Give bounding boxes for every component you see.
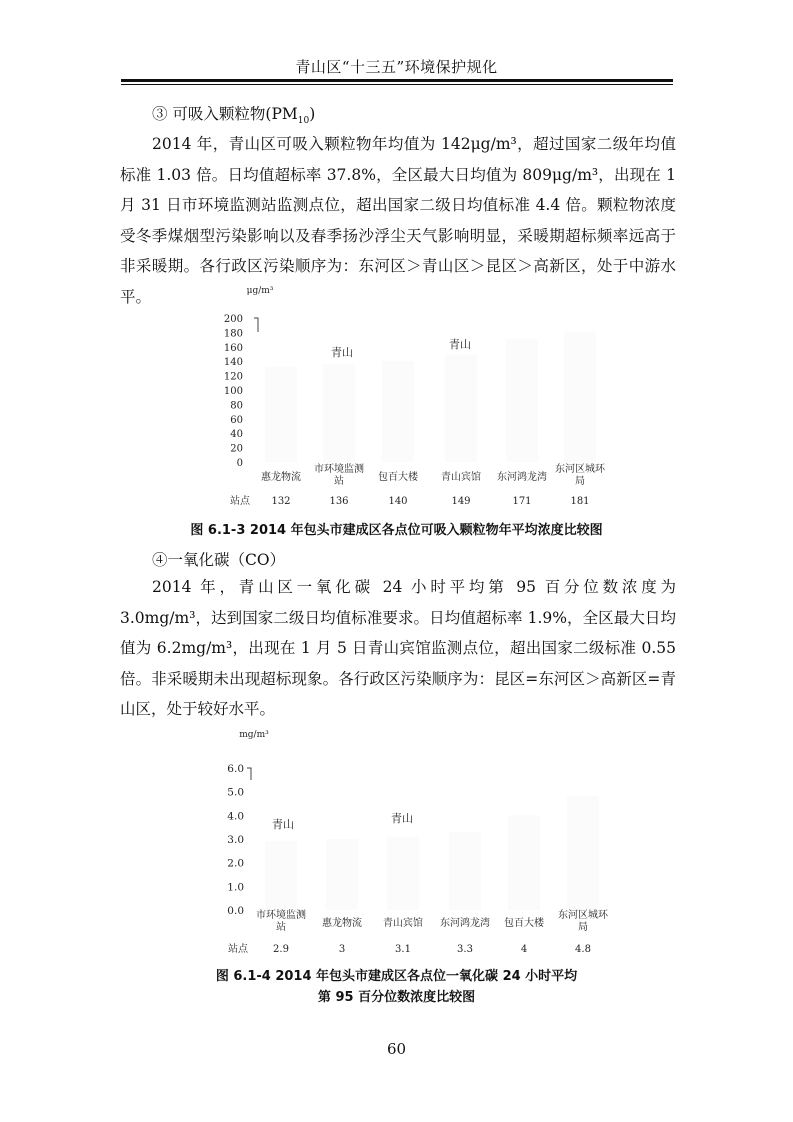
chart-co-bar — [567, 796, 599, 910]
chart-pm10-value-label: 136 — [329, 496, 349, 507]
section-heading-pm10-subscript: 10 — [297, 116, 310, 127]
chart-pm10-y-tick-label: 20 — [230, 443, 243, 455]
chart-pm10-value-label: 181 — [570, 496, 590, 507]
chart-co-y-tick-label: 3.0 — [227, 834, 244, 846]
chart-co-caption-line2: 第 95 百分位数浓度比较图 — [317, 990, 476, 1005]
chart-co-bar — [508, 815, 540, 910]
chart-pm10-y-tick-label: 0 — [236, 458, 243, 469]
chart-pm10-y-tick-label: 100 — [223, 386, 243, 397]
chart-pm10-row-label: 站点 — [230, 496, 250, 507]
chart-co-row-label: 站点 — [228, 944, 248, 955]
chart-co-annotation-label: 青山 — [391, 812, 413, 825]
chart-co-value-label: 3.1 — [395, 944, 411, 955]
chart-pm10-category-label: 青山宾馆 — [441, 472, 481, 483]
chart-co-category-label: 东河鸿龙湾 — [440, 918, 490, 929]
chart-co-y-tick-label: 1.0 — [227, 881, 244, 894]
chart-co-category-label: 东河区城环 — [558, 910, 608, 921]
chart-co-category-label: 局 — [578, 922, 588, 933]
chart-pm10-value-label: 140 — [388, 496, 408, 507]
chart-pm10-y-tick-label: 80 — [230, 400, 243, 412]
chart-co-bar — [387, 837, 419, 910]
paragraph-pm10: 2014 年，青山区可吸入颗粒物年均值为 142μg/m³，超过国家二级年均值标准 1.03 倍。日均值超标率 37.8%，全区最大日均值为 809μg/m³，出现在 1 月 31 日市环境监测站监测点位，超出国家二级日均值标准 4.4 倍。颗粒物浓度受冬季煤烟型污染影响以及春季扬沙浮尘天气影响明显，采暖期超标频率远高于非采暖期。各行政区污染顺序为：东河区＞青山区＞昆区＞高新区，处于中游水平。 — [120, 135, 676, 306]
chart-pm10-y-tick-label: 120 — [223, 371, 243, 383]
chart-pm10-value-label: 171 — [512, 496, 532, 507]
chart-pm10-annotation-label: 青山 — [449, 338, 471, 351]
chart-co-category-label: 市环境监测 — [256, 910, 306, 921]
chart-co-bar — [326, 839, 358, 910]
paragraph-co: 2014 年，青山区一氧化碳 24 小时平均第 95 百分位数浓度为 3.0mg/m³，达到国家二级日均值标准要求。日均值超标率 1.9%，全区最大日均值为 6.2mg/m³，出现在 1 月 5 日青山宾馆监测点位，超出国家二级标准 0.55 倍。非采暖期未出现超标现象。各行政区污染顺序为：昆区=东河区＞高新区=青山区，处于较好水平。 — [120, 578, 676, 718]
chart-pm10-y-tick-label: 60 — [230, 414, 243, 426]
chart-pm10-y-tick-label: 140 — [223, 357, 243, 369]
chart-co-caption-line1: 图 6.1-4 2014 年包头市建成区各点位一氧化碳 24 小时平均 — [215, 969, 578, 984]
chart-co-value-label: 2.9 — [273, 944, 289, 955]
running-header: 青山区“十三五”环境保护规化 — [295, 58, 498, 76]
chart-co-y-unit-label: mg/m³ — [239, 730, 269, 740]
chart-co-axis-bracket — [247, 768, 251, 780]
chart-co-bar — [265, 841, 297, 910]
chart-pm10-annotation-label: 青山 — [331, 346, 353, 359]
chart-co-y-tick-label: 2.0 — [227, 857, 244, 870]
chart-pm10-y-unit-label: μg/m³ — [246, 286, 274, 296]
chart-co-value-label: 4 — [520, 944, 528, 955]
chart-co-y-tick-label: 6.0 — [227, 763, 244, 775]
chart-pm10-y-tick-label: 40 — [230, 429, 243, 441]
chart-pm10-category-label: 惠龙物流 — [261, 472, 301, 483]
section-heading-pm10-text: ③ 可吸入颗粒物(PM — [152, 105, 298, 123]
chart-pm10-y-tick-label: 160 — [223, 342, 243, 354]
chart-co-category-label: 青山宾馆 — [383, 918, 423, 929]
chart-pm10-category-label: 包百大楼 — [378, 472, 418, 483]
chart-pm10-value-label: 149 — [451, 496, 471, 507]
chart-pm10-value-label: 132 — [271, 496, 291, 507]
chart-co-category-label: 站 — [276, 922, 286, 933]
chart-pm10-y-tick-label: 180 — [223, 328, 243, 340]
chart-pm10-category-label: 市环境监测 — [314, 464, 364, 475]
page-number: 60 — [386, 1040, 407, 1058]
chart-co-category-label: 惠龙物流 — [322, 918, 362, 929]
section-heading-co: ④一氧化碳（CO） — [152, 551, 286, 569]
chart-pm10-caption: 图 6.1-3 2014 年包头市建成区各点位可吸入颗粒物年平均浓度比较图 — [190, 523, 603, 538]
chart-pm10-category-label: 东河区城环 — [555, 464, 605, 475]
chart-co-category-label: 包百大楼 — [504, 918, 544, 929]
chart-co-y-tick-label: 4.0 — [227, 810, 244, 823]
chart-co-y-tick-label: 5.0 — [227, 786, 244, 799]
chart-co-value-label: 3.3 — [457, 944, 473, 955]
chart-pm10-category-label: 东河鸿龙湾 — [497, 472, 547, 483]
chart-co-bar — [449, 832, 481, 910]
chart-co-value-label: 3 — [338, 944, 346, 955]
chart-co-annotation-label: 青山 — [272, 818, 294, 831]
chart-co-y-tick-label: 0.0 — [227, 905, 244, 917]
chart-co-value-label: 4.8 — [575, 944, 591, 955]
chart-pm10-y-tick-label: 200 — [223, 314, 243, 325]
chart-pm10-category-label: 站 — [334, 476, 344, 487]
section-heading-pm10-close: ) — [309, 105, 316, 123]
chart-pm10-category-label: 局 — [575, 476, 585, 487]
